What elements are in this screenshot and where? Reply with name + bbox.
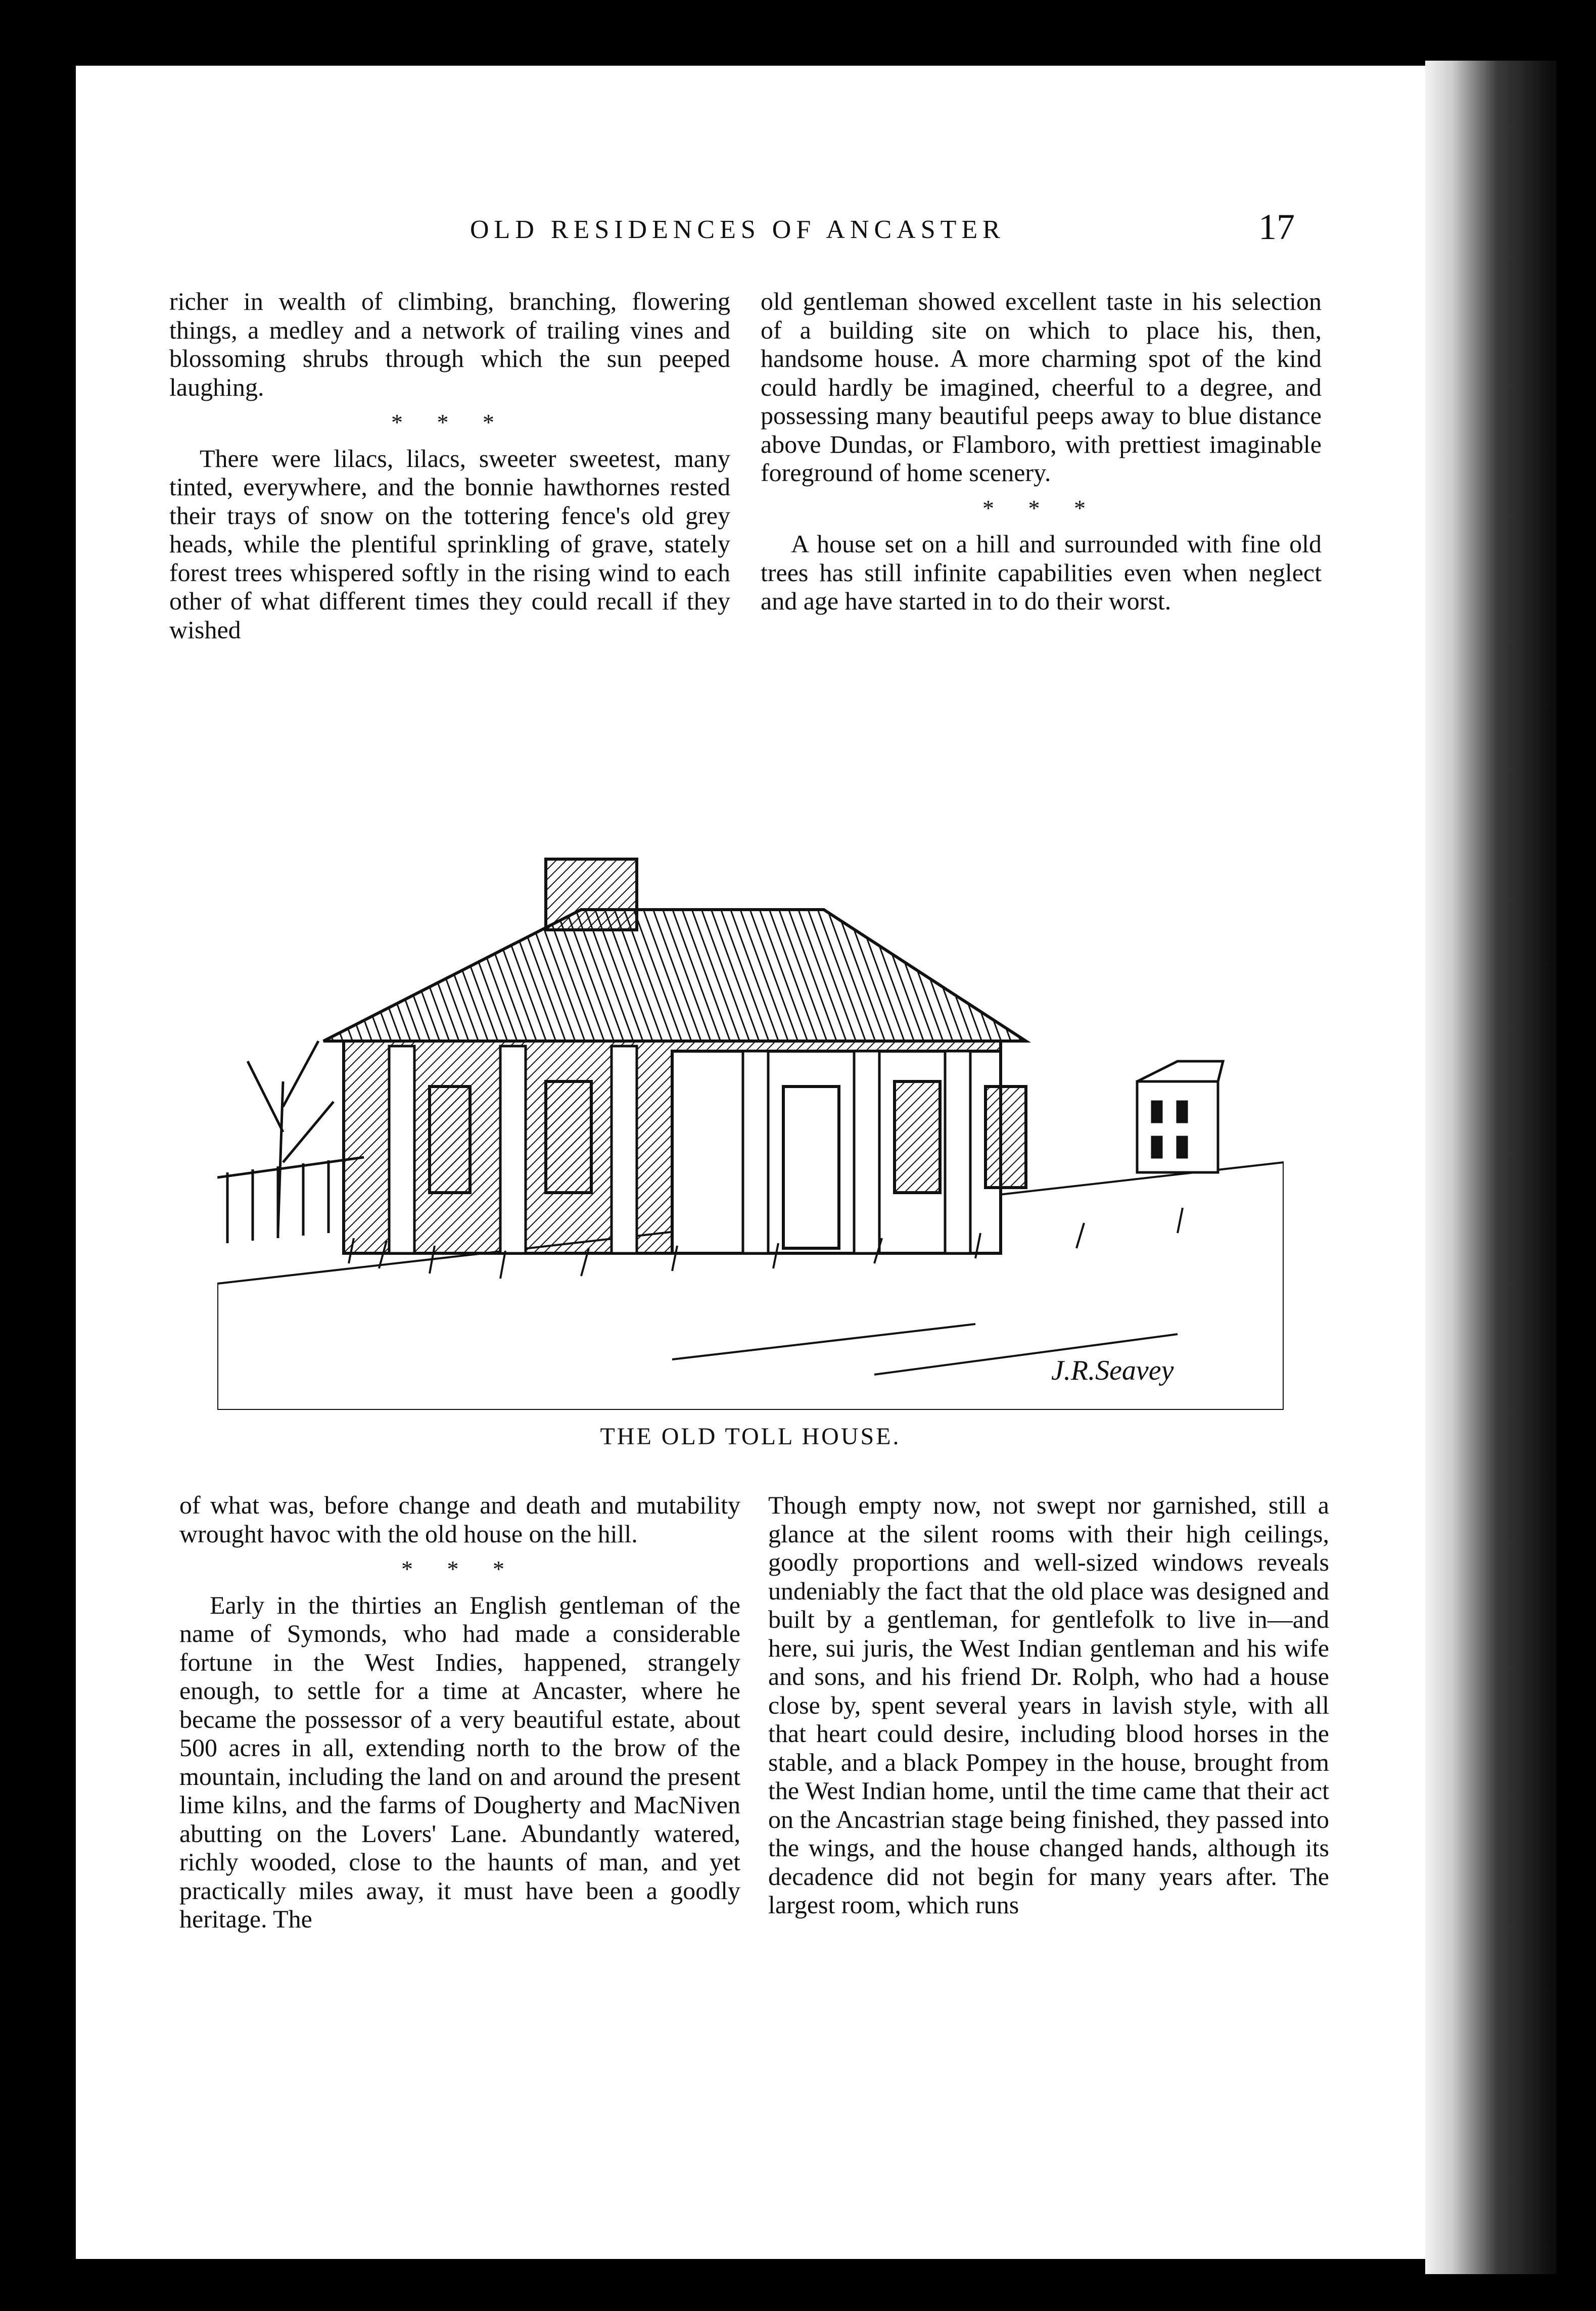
paragraph: old gentleman showed excellent taste in his selection of a building site on which to place his, then, handsome house. A more charming spot of the kind could hardly be imagined, cheerful to a degree, and possessing many beautiful peeps away to blue distance above Dundas, or Flamboro, with prettiest imaginable foreground of home scenery. xyxy=(761,287,1322,487)
page-number: 17 xyxy=(1258,207,1295,247)
paragraph: There were lilacs, lilacs, sweeter sweetest, many tinted, everywhere, and the bonnie hawthornes rested their trays of snow on the tottering fence's old grey heads, while the plentiful sprinkling of grave, stately forest trees whispered softly in the rising wind to each other of what different times they could recall if they wished xyxy=(169,444,730,644)
section-separator: * * * xyxy=(391,409,508,435)
column-bottom-left xyxy=(179,1491,740,1933)
paragraph: Though empty now, not swept nor garnished, still a glance at the silent rooms with their high ceilings, goodly proportions and well-sized windows reveals undeniably the fact that the old place was designed and built by a gentleman, for gentlefolk to live in—and here, sui juris, the West Indian gentleman and his wife and sons, and his friend Dr. Rolph, who had a house close by, spent several years in lavish style, with all that heart could desire, including blood horses in the stable, and a black Pompey in the house, brought from the West Indian home, until the time came that their act on the Ancastrian stage being finished, they passed into the wings, and the house changed hands, although its decadence did not begin for many years after. The largest room, which runs xyxy=(768,1491,1329,1919)
illustration-caption: THE OLD TOLL HOUSE. xyxy=(600,1423,901,1450)
section-separator: * * * xyxy=(982,495,1100,521)
artist-signature: J.R.Seavey xyxy=(1051,1355,1174,1386)
paragraph: Early in the thirties an English gentleman of the name of Symonds, who had made a considerable fortune in the West Indies, happened, strangely enough, to settle for a time at Ancaster, where he became the possessor of a very beautiful estate, about 500 acres in all, extending north to the brow of the mountain, including the land on and around the present lime kilns, and the farms of Dougherty and MacNiven abutting on the Lovers' Lane. Abundantly watered, richly wooded, close to the haunts of man, and yet practically miles away, it must have been a goodly heritage. The xyxy=(179,1590,740,1933)
column-top-right xyxy=(761,287,1322,616)
toll-house-illustration xyxy=(217,778,1284,1410)
book-edge xyxy=(1425,61,1557,2274)
running-head: OLD RESIDENCES OF ANCASTER xyxy=(470,215,1005,244)
column-top-left xyxy=(169,287,730,644)
section-separator: * * * xyxy=(401,1556,519,1582)
paragraph: A house set on a hill and surrounded with fine old trees has still infinite capabilities even when neglect and age have started in to do their worst. xyxy=(761,530,1322,615)
toll-house-drawing xyxy=(217,778,1284,1410)
paragraph: of what was, before change and death and mutability wrought havoc with the old house on the hill. xyxy=(179,1491,740,1548)
column-bottom-right xyxy=(768,1491,1329,1919)
paragraph: richer in wealth of climbing, branching, flowering things, a medley and a network of trailing vines and blossoming shrubs through which the sun peeped laughing. xyxy=(169,287,730,401)
